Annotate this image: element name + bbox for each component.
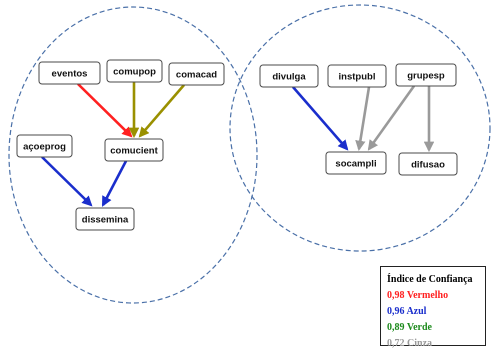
legend-title: Índice de Confiança [387,274,473,285]
edge-divulga-to-socampli [293,87,347,149]
legend-entry-blue: 0,96 Azul [387,306,427,317]
legend-entry-green: 0,89 Verde [387,322,432,333]
node-label-comupop: comupop [113,66,156,78]
legend-entry-gray: 0,72 Cinza [387,338,432,349]
edge-grupesp-to-socampli [369,86,414,149]
node-acoeprog [17,135,72,157]
node-label-divulga: divulga [272,71,306,83]
node-label-acoeprog: açoeprog [23,141,66,153]
node-comupop [107,60,162,82]
node-label-comucient: comucient [110,145,158,157]
node-grupesp [396,64,456,86]
edge-comacad-to-comucient [140,85,184,136]
node-eventos [39,62,100,84]
edge-instpubl-to-socampli [359,87,369,149]
edge-comucient-to-dissemina [103,161,126,205]
legend-entry-red: 0,98 Vermelho [387,290,449,301]
confidence-legend [380,266,486,349]
node-comacad [169,63,224,85]
edge-eventos-to-comucient [78,84,131,136]
edges-layer [42,82,429,205]
node-label-difusao: difusao [411,159,445,171]
node-label-dissemina: dissemina [81,214,129,226]
node-socampli [326,152,386,174]
node-difusao [399,153,457,175]
nodes-layer [17,60,457,230]
node-comucient [105,139,163,161]
node-label-eventos: eventos [51,68,88,80]
node-dissemina [76,208,134,230]
edge-acoeprog-to-dissemina [42,157,91,205]
node-divulga [260,65,318,87]
node-instpubl [328,65,386,87]
node-label-socampli: socampli [335,158,377,170]
node-label-grupesp: grupesp [407,70,445,82]
node-label-instpubl: instpubl [338,71,376,83]
node-label-comacad: comacad [175,69,218,81]
right-cluster-circle [230,5,490,251]
